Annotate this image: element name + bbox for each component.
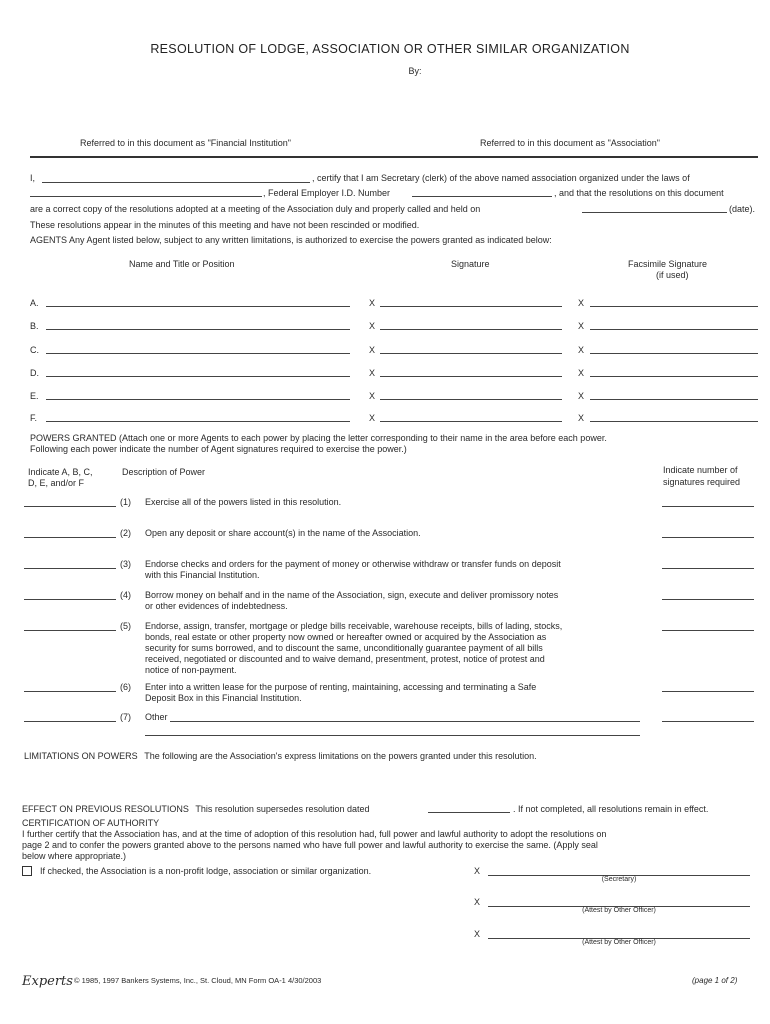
power-description: received, negotiated or discounted and to waive demand, presentment, protest, notice of protest and <box>145 654 545 664</box>
col-name-title: Name and Title or Position <box>129 259 235 269</box>
col-description: Description of Power <box>122 467 206 477</box>
agent-signature-field[interactable] <box>380 329 562 330</box>
power-number: (1) <box>120 497 131 507</box>
agent-name-field[interactable] <box>46 376 350 377</box>
powers-text2: Following each power indicate the number of Agent signatures required to exercise the power.) <box>30 444 407 454</box>
agents-heading: AGENTS <box>30 235 68 245</box>
document-title: RESOLUTION OF LODGE, ASSOCIATION OR OTHER SIMILAR ORGANIZATION <box>150 42 630 56</box>
power-agent-letters-field[interactable] <box>24 630 116 631</box>
secretary-x-mark: X <box>474 866 481 876</box>
certification-heading: CERTIFICATION OF AUTHORITY <box>22 818 160 828</box>
col-indicate-1: Indicate A, B, C, <box>28 467 93 477</box>
limitations-section <box>24 751 537 761</box>
agent-facsimile-field[interactable] <box>590 399 758 400</box>
fein-field[interactable] <box>412 196 552 197</box>
col-indicate-2: D, E, and/or F <box>28 478 85 488</box>
page-number: (page 1 of 2) <box>692 976 738 985</box>
agents-text: Any Agent listed below, subject to any written limitations, is authorized to exercise the powers granted as indicated below: <box>69 235 552 245</box>
power-signatures-required-field[interactable] <box>662 721 754 722</box>
powers-heading: POWERS GRANTED <box>30 433 117 443</box>
agents-section <box>30 235 552 245</box>
facsimile-x-mark: X <box>578 345 585 355</box>
ref-association: Referred to in this document as "Association" <box>480 138 660 148</box>
agent-name-field[interactable] <box>46 421 350 422</box>
certify-line4: These resolutions appear in the minutes of this meeting and have not been rescinded or modified. <box>30 220 420 230</box>
effect-section <box>22 804 370 814</box>
col-facsimile: Facsimile Signature <box>628 259 708 269</box>
agent-row-letter: A. <box>30 298 39 308</box>
certify-i-label: I, <box>30 173 36 183</box>
header-divider <box>30 156 758 158</box>
agent-facsimile-field[interactable] <box>590 376 758 377</box>
facsimile-x-mark: X <box>578 368 585 378</box>
powers-section <box>30 433 607 443</box>
non-profit-checkbox[interactable] <box>22 866 32 876</box>
col-facsimile-sub: (if used) <box>656 270 689 280</box>
power-agent-letters-field[interactable] <box>24 599 116 600</box>
power-signatures-required-field[interactable] <box>662 599 754 600</box>
col-number-2: signatures required <box>663 477 741 487</box>
power-agent-letters-field[interactable] <box>24 506 116 507</box>
power-agent-letters-field[interactable] <box>24 691 116 692</box>
power-signatures-required-field[interactable] <box>662 506 754 507</box>
agent-signature-field[interactable] <box>380 353 562 354</box>
copyright: © 1985, 1997 Bankers Systems, Inc., St. Cloud, MN Form OA-1 4/30/2003 <box>74 976 322 985</box>
agent-name-field[interactable] <box>46 329 350 330</box>
power-number: (3) <box>120 559 131 569</box>
power-number: (2) <box>120 528 131 538</box>
agent-row-letter: F. <box>30 413 38 423</box>
power-signatures-required-field[interactable] <box>662 630 754 631</box>
signature-x-mark: X <box>369 321 376 331</box>
agent-facsimile-field[interactable] <box>590 421 758 422</box>
signature-x-mark: X <box>369 345 376 355</box>
by-label: By: <box>408 66 422 76</box>
certify-line2: , and that the resolutions on this document <box>554 188 724 198</box>
other-power-field-2[interactable] <box>145 735 640 736</box>
power-number: (6) <box>120 682 131 692</box>
certification-line1: I further certify that the Association has, and at the time of adoption of this resolution had, full power and lawful authority to adopt the resolutions on <box>22 829 607 839</box>
power-agent-letters-field[interactable] <box>24 721 116 722</box>
limitations-text: The following are the Association's express limitations on the powers granted under this resolution. <box>144 751 537 761</box>
power-description: Enter into a written lease for the purpose of renting, maintaining, accessing and terminating a Safe <box>145 682 537 692</box>
agent-signature-field[interactable] <box>380 376 562 377</box>
date-label: (date). <box>729 204 756 214</box>
certify-line1: , certify that I am Secretary (clerk) of the above named association organized under the laws of <box>312 173 690 183</box>
facsimile-x-mark: X <box>578 391 585 401</box>
power-description: Other <box>145 712 168 722</box>
agent-signature-field[interactable] <box>380 306 562 307</box>
power-number: (5) <box>120 621 131 631</box>
certification-line3: below where appropriate.) <box>22 851 127 861</box>
agent-signature-field[interactable] <box>380 421 562 422</box>
signature-x-mark: X <box>369 298 376 308</box>
non-profit-label: If checked, the Association is a non-profit lodge, association or similar organization. <box>40 866 372 876</box>
fein-label: , Federal Employer I.D. Number <box>263 188 391 198</box>
power-description: bonds, real estate or other property now owned or hereafter owned or acquired by the Association as <box>145 632 547 642</box>
power-description: notice of non-payment. <box>145 665 237 675</box>
state-field[interactable] <box>30 196 262 197</box>
ref-financial-institution: Referred to in this document as "Financial Institution" <box>80 138 291 148</box>
power-description: Deposit Box in this Financial Institution. <box>145 693 302 703</box>
facsimile-x-mark: X <box>578 321 585 331</box>
agent-facsimile-field[interactable] <box>590 329 758 330</box>
power-description: or other evidences of indebtedness. <box>145 601 288 611</box>
facsimile-x-mark: X <box>578 298 585 308</box>
agent-row-letter: D. <box>30 368 39 378</box>
agent-row-letter: E. <box>30 391 39 401</box>
agent-row-letter: B. <box>30 321 39 331</box>
effect-heading: EFFECT ON PREVIOUS RESOLUTIONS <box>22 804 189 814</box>
agent-facsimile-field[interactable] <box>590 353 758 354</box>
power-signatures-required-field[interactable] <box>662 537 754 538</box>
agent-signature-field[interactable] <box>380 399 562 400</box>
signature-x-mark: X <box>369 391 376 401</box>
certify-line3: are a correct copy of the resolutions adopted at a meeting of the Association duly and properly called and held on <box>30 204 481 214</box>
power-number: (7) <box>120 712 131 722</box>
limitations-heading: LIMITATIONS ON POWERS <box>24 751 138 761</box>
agent-name-field[interactable] <box>46 399 350 400</box>
effect-tail: . If not completed, all resolutions remain in effect. <box>513 804 709 814</box>
power-description: Endorse checks and orders for the payment of money or otherwise withdraw or transfer funds on deposit <box>145 559 561 569</box>
agent-row-letter: C. <box>30 345 39 355</box>
powers-text1: (Attach one or more Agents to each power by placing the letter corresponding to their name in the area before each power. <box>119 433 607 443</box>
agent-name-field[interactable] <box>46 306 350 307</box>
certification-line2: page 2 and to confer the powers granted above to the persons named who have full power and lawful authority to exercise the same. (Apply seal <box>22 840 598 850</box>
facsimile-x-mark: X <box>578 413 585 423</box>
effect-text: This resolution supersedes resolution dated <box>195 804 370 814</box>
attest2-x-mark: X <box>474 929 481 939</box>
power-description: Borrow money on behalf and in the name of the Association, sign, execute and deliver promissory notes <box>145 590 559 600</box>
col-signature: Signature <box>451 259 490 269</box>
meeting-date-field[interactable] <box>582 212 727 213</box>
agent-name-field[interactable] <box>46 353 350 354</box>
signature-x-mark: X <box>369 368 376 378</box>
power-description: Exercise all of the powers listed in this resolution. <box>145 497 342 507</box>
other-power-field[interactable] <box>170 721 640 722</box>
attest1-x-mark: X <box>474 897 481 907</box>
power-agent-letters-field[interactable] <box>24 568 116 569</box>
experts-logo: Experts <box>22 974 73 989</box>
power-description: security for sums borrowed, and to discount the same, unconditionally guarantee payment of all bills <box>145 643 543 653</box>
power-description: with this Financial Institution. <box>145 570 260 580</box>
col-number-1: Indicate number of <box>663 465 738 475</box>
power-description: Open any deposit or share account(s) in the name of the Association. <box>145 528 421 538</box>
attest1-caption: (Attest by Other Officer) <box>582 907 656 914</box>
secretary-caption: (Secretary) <box>601 876 637 883</box>
power-agent-letters-field[interactable] <box>24 537 116 538</box>
signature-x-mark: X <box>369 413 376 423</box>
secretary-name-field[interactable] <box>42 182 310 183</box>
power-number: (4) <box>120 590 131 600</box>
previous-resolution-date-field[interactable] <box>428 812 510 813</box>
attest2-caption: (Attest by Other Officer) <box>582 939 656 946</box>
power-description: Endorse, assign, transfer, mortgage or pledge bills receivable, warehouse receipts, bills of lading, stocks, <box>145 621 563 631</box>
power-signatures-required-field[interactable] <box>662 568 754 569</box>
power-signatures-required-field[interactable] <box>662 691 754 692</box>
agent-facsimile-field[interactable] <box>590 306 758 307</box>
